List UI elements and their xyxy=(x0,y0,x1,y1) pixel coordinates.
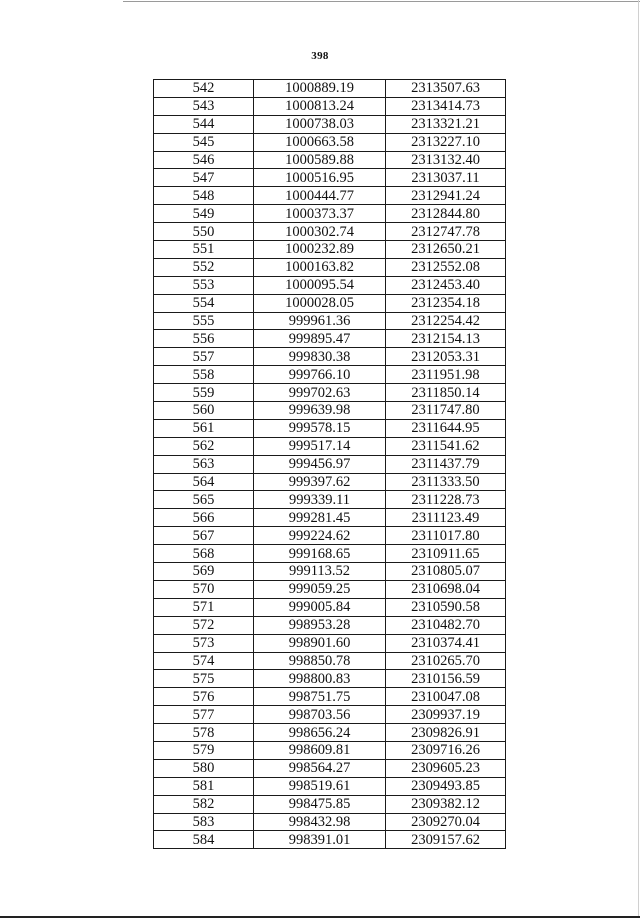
x-coordinate-cell: 998475.85 xyxy=(254,795,386,813)
y-coordinate-cell: 2310805.07 xyxy=(386,563,506,581)
x-coordinate-cell: 999578.15 xyxy=(254,419,386,437)
y-coordinate-cell: 2310047.08 xyxy=(386,688,506,706)
x-coordinate-cell: 999113.52 xyxy=(254,563,386,581)
x-coordinate-cell: 1000302.74 xyxy=(254,223,386,241)
point-number-cell: 558 xyxy=(154,366,254,384)
table-row xyxy=(154,133,506,151)
y-coordinate-cell: 2312453.40 xyxy=(386,276,506,294)
x-coordinate-cell: 998850.78 xyxy=(254,652,386,670)
point-number-cell: 582 xyxy=(154,795,254,813)
table-row xyxy=(154,741,506,759)
x-coordinate-cell: 1000373.37 xyxy=(254,205,386,223)
y-coordinate-cell: 2309826.91 xyxy=(386,724,506,742)
point-number-cell: 572 xyxy=(154,616,254,634)
table-row xyxy=(154,419,506,437)
table-row xyxy=(154,80,506,98)
y-coordinate-cell: 2313037.11 xyxy=(386,169,506,187)
x-coordinate-cell: 999702.63 xyxy=(254,384,386,402)
point-number-cell: 549 xyxy=(154,205,254,223)
y-coordinate-cell: 2311228.73 xyxy=(386,491,506,509)
table-row xyxy=(154,402,506,420)
page-number: 398 xyxy=(311,50,329,62)
table-row xyxy=(154,670,506,688)
x-coordinate-cell: 999005.84 xyxy=(254,598,386,616)
y-coordinate-cell: 2311747.80 xyxy=(386,402,506,420)
point-number-cell: 565 xyxy=(154,491,254,509)
point-number-cell: 569 xyxy=(154,563,254,581)
x-coordinate-cell: 998901.60 xyxy=(254,634,386,652)
x-coordinate-cell: 999281.45 xyxy=(254,509,386,527)
point-number-cell: 579 xyxy=(154,741,254,759)
y-coordinate-cell: 2312354.18 xyxy=(386,294,506,312)
x-coordinate-cell: 1000028.05 xyxy=(254,294,386,312)
point-number-cell: 548 xyxy=(154,187,254,205)
coordinate-table xyxy=(153,79,506,849)
x-coordinate-cell: 998391.01 xyxy=(254,831,386,849)
x-coordinate-cell: 998564.27 xyxy=(254,759,386,777)
table-row xyxy=(154,545,506,563)
y-coordinate-cell: 2313507.63 xyxy=(386,80,506,98)
table-row xyxy=(154,312,506,330)
x-coordinate-cell: 999517.14 xyxy=(254,437,386,455)
table-row xyxy=(154,527,506,545)
point-number-cell: 543 xyxy=(154,97,254,115)
x-coordinate-cell: 998751.75 xyxy=(254,688,386,706)
x-coordinate-cell: 999830.38 xyxy=(254,348,386,366)
point-number-cell: 546 xyxy=(154,151,254,169)
table-row xyxy=(154,330,506,348)
y-coordinate-cell: 2311017.80 xyxy=(386,527,506,545)
point-number-cell: 544 xyxy=(154,115,254,133)
x-coordinate-cell: 999224.62 xyxy=(254,527,386,545)
point-number-cell: 557 xyxy=(154,348,254,366)
x-coordinate-cell: 999059.25 xyxy=(254,580,386,598)
y-coordinate-cell: 2310590.58 xyxy=(386,598,506,616)
y-coordinate-cell: 2312552.08 xyxy=(386,258,506,276)
table-row xyxy=(154,241,506,259)
table-row xyxy=(154,473,506,491)
x-coordinate-cell: 998656.24 xyxy=(254,724,386,742)
point-number-cell: 583 xyxy=(154,813,254,831)
table-row xyxy=(154,187,506,205)
point-number-cell: 551 xyxy=(154,241,254,259)
x-coordinate-cell: 1000163.82 xyxy=(254,258,386,276)
point-number-cell: 571 xyxy=(154,598,254,616)
x-coordinate-cell: 1000444.77 xyxy=(254,187,386,205)
point-number-cell: 560 xyxy=(154,402,254,420)
x-coordinate-cell: 998953.28 xyxy=(254,616,386,634)
point-number-cell: 553 xyxy=(154,276,254,294)
point-number-cell: 545 xyxy=(154,133,254,151)
point-number-cell: 566 xyxy=(154,509,254,527)
point-number-cell: 556 xyxy=(154,330,254,348)
y-coordinate-cell: 2310374.41 xyxy=(386,634,506,652)
y-coordinate-cell: 2310156.59 xyxy=(386,670,506,688)
table-row xyxy=(154,813,506,831)
y-coordinate-cell: 2310911.65 xyxy=(386,545,506,563)
y-coordinate-cell: 2312650.21 xyxy=(386,241,506,259)
y-coordinate-cell: 2310698.04 xyxy=(386,580,506,598)
point-number-cell: 581 xyxy=(154,777,254,795)
point-number-cell: 580 xyxy=(154,759,254,777)
point-number-cell: 577 xyxy=(154,706,254,724)
point-number-cell: 547 xyxy=(154,169,254,187)
table-row xyxy=(154,366,506,384)
y-coordinate-cell: 2311644.95 xyxy=(386,419,506,437)
y-coordinate-cell: 2312747.78 xyxy=(386,223,506,241)
y-coordinate-cell: 2313132.40 xyxy=(386,151,506,169)
y-coordinate-cell: 2309605.23 xyxy=(386,759,506,777)
y-coordinate-cell: 2313414.73 xyxy=(386,97,506,115)
x-coordinate-cell: 999639.98 xyxy=(254,402,386,420)
table-row xyxy=(154,563,506,581)
x-coordinate-cell: 999456.97 xyxy=(254,455,386,473)
y-coordinate-cell: 2313227.10 xyxy=(386,133,506,151)
table-row xyxy=(154,580,506,598)
table-row xyxy=(154,223,506,241)
table-row xyxy=(154,509,506,527)
x-coordinate-cell: 999397.62 xyxy=(254,473,386,491)
point-number-cell: 570 xyxy=(154,580,254,598)
point-number-cell: 584 xyxy=(154,831,254,849)
point-number-cell: 564 xyxy=(154,473,254,491)
table-row xyxy=(154,384,506,402)
point-number-cell: 574 xyxy=(154,652,254,670)
point-number-cell: 554 xyxy=(154,294,254,312)
y-coordinate-cell: 2309937.19 xyxy=(386,706,506,724)
table-row xyxy=(154,491,506,509)
x-coordinate-cell: 1000889.19 xyxy=(254,80,386,98)
x-coordinate-cell: 998703.56 xyxy=(254,706,386,724)
table-row xyxy=(154,795,506,813)
y-coordinate-cell: 2312941.24 xyxy=(386,187,506,205)
table-row xyxy=(154,759,506,777)
table-row xyxy=(154,258,506,276)
table-row xyxy=(154,205,506,223)
table-row xyxy=(154,276,506,294)
x-coordinate-cell: 998800.83 xyxy=(254,670,386,688)
table-row xyxy=(154,777,506,795)
table-row xyxy=(154,348,506,366)
x-coordinate-cell: 1000738.03 xyxy=(254,115,386,133)
point-number-cell: 555 xyxy=(154,312,254,330)
point-number-cell: 552 xyxy=(154,258,254,276)
y-coordinate-cell: 2311850.14 xyxy=(386,384,506,402)
table-row xyxy=(154,724,506,742)
point-number-cell: 576 xyxy=(154,688,254,706)
table-row xyxy=(154,634,506,652)
x-coordinate-cell: 999339.11 xyxy=(254,491,386,509)
table-row xyxy=(154,294,506,312)
y-coordinate-cell: 2311541.62 xyxy=(386,437,506,455)
point-number-cell: 575 xyxy=(154,670,254,688)
x-coordinate-cell: 999766.10 xyxy=(254,366,386,384)
x-coordinate-cell: 999168.65 xyxy=(254,545,386,563)
y-coordinate-cell: 2310265.70 xyxy=(386,652,506,670)
scan-edge-right xyxy=(638,0,639,918)
point-number-cell: 578 xyxy=(154,724,254,742)
y-coordinate-cell: 2310482.70 xyxy=(386,616,506,634)
scan-edge-top xyxy=(123,1,640,2)
y-coordinate-cell: 2309493.85 xyxy=(386,777,506,795)
point-number-cell: 561 xyxy=(154,419,254,437)
table-row xyxy=(154,831,506,849)
table-row xyxy=(154,598,506,616)
y-coordinate-cell: 2313321.21 xyxy=(386,115,506,133)
point-number-cell: 568 xyxy=(154,545,254,563)
y-coordinate-cell: 2312844.80 xyxy=(386,205,506,223)
point-number-cell: 563 xyxy=(154,455,254,473)
point-number-cell: 550 xyxy=(154,223,254,241)
point-number-cell: 567 xyxy=(154,527,254,545)
x-coordinate-cell: 1000095.54 xyxy=(254,276,386,294)
x-coordinate-cell: 998609.81 xyxy=(254,741,386,759)
table-row xyxy=(154,115,506,133)
table-row xyxy=(154,688,506,706)
table-row xyxy=(154,706,506,724)
y-coordinate-cell: 2312154.13 xyxy=(386,330,506,348)
table-row xyxy=(154,151,506,169)
y-coordinate-cell: 2309157.62 xyxy=(386,831,506,849)
y-coordinate-cell: 2312053.31 xyxy=(386,348,506,366)
table-row xyxy=(154,97,506,115)
x-coordinate-cell: 1000813.24 xyxy=(254,97,386,115)
point-number-cell: 559 xyxy=(154,384,254,402)
table-row xyxy=(154,652,506,670)
point-number-cell: 573 xyxy=(154,634,254,652)
x-coordinate-cell: 998519.61 xyxy=(254,777,386,795)
y-coordinate-cell: 2309716.26 xyxy=(386,741,506,759)
y-coordinate-cell: 2311123.49 xyxy=(386,509,506,527)
x-coordinate-cell: 1000663.58 xyxy=(254,133,386,151)
point-number-cell: 542 xyxy=(154,80,254,98)
y-coordinate-cell: 2312254.42 xyxy=(386,312,506,330)
coordinate-table-body xyxy=(154,80,506,849)
table-row xyxy=(154,437,506,455)
x-coordinate-cell: 1000516.95 xyxy=(254,169,386,187)
x-coordinate-cell: 1000232.89 xyxy=(254,241,386,259)
y-coordinate-cell: 2309382.12 xyxy=(386,795,506,813)
y-coordinate-cell: 2311333.50 xyxy=(386,473,506,491)
x-coordinate-cell: 999961.36 xyxy=(254,312,386,330)
table-row xyxy=(154,169,506,187)
table-row xyxy=(154,616,506,634)
table-row xyxy=(154,455,506,473)
x-coordinate-cell: 1000589.88 xyxy=(254,151,386,169)
y-coordinate-cell: 2311951.98 xyxy=(386,366,506,384)
point-number-cell: 562 xyxy=(154,437,254,455)
x-coordinate-cell: 999895.47 xyxy=(254,330,386,348)
x-coordinate-cell: 998432.98 xyxy=(254,813,386,831)
y-coordinate-cell: 2311437.79 xyxy=(386,455,506,473)
y-coordinate-cell: 2309270.04 xyxy=(386,813,506,831)
